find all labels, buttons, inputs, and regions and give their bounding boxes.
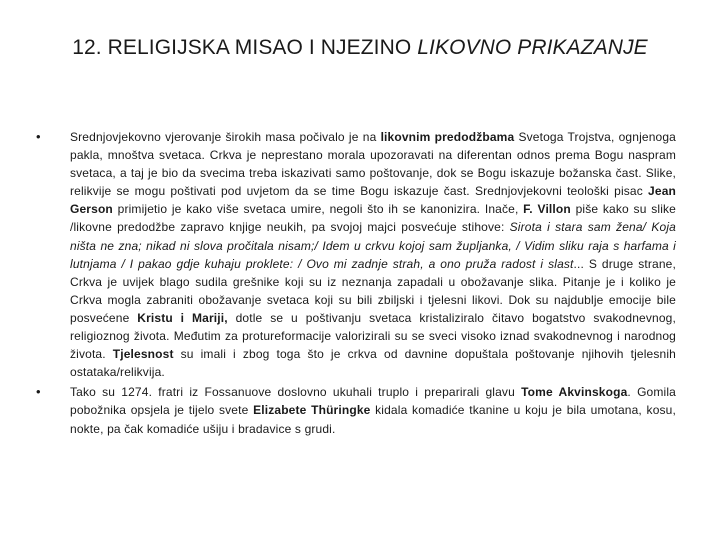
text-run: piše kako su slike /likovne predodžbe zapravo knjige neukih, pa svojoj majci posvećuje stihove: [70, 202, 677, 235]
title-italic-text: LIKOVNO PRIKAZANJE [417, 36, 648, 59]
bold-term: likovnim predodžbama [380, 130, 515, 144]
text-run: su imali i zbog toga što je crkva od davnine dopuštala poštovanje njihovih tjelesnih ostataka/relikvija. [70, 347, 676, 380]
slide-title [20, 36, 700, 60]
bullet-item [30, 128, 676, 381]
text-run: Tako su 1274. fratri iz Fossanuove doslovno ukuhali truplo i preparirali glavu [70, 385, 522, 400]
bullet-text [70, 128, 676, 381]
bold-term: F. Villon [523, 202, 571, 217]
text-run: . Gomila pobožnika opsjela je tijelo svete [70, 385, 676, 418]
text-run: dotle se u poštivanju svetaca kristaliziralo čitavo bogatstvo svakodnevnog, religioznog života. Međutim za protureformacije valorizirali su se sveci visoko iznad svakodnevnog i narodnog života. [70, 310, 676, 362]
text-run: Srednjovjekovno vjerovanje širokih masa počivalo je na [70, 130, 381, 144]
bullet-text [70, 383, 676, 437]
bullet-dot: • [36, 129, 41, 144]
text-run: ... S druge strane, Crkva je uvijek blago sudila grešnike koji su iz neznanja zapadali u obožavanje slika. Pitanje je i koliko je Crkva mogla zabraniti obožavanje svetaca koji su bili zbiljski i tjelesni likovi. Dok su najdublje emocije bile posvećene [70, 256, 676, 325]
text-run: primijetio je kako više svetaca umire, negoli što ih se kanonizira. Inače, [112, 202, 524, 217]
bold-term: Tome Akvinskoga [521, 385, 628, 400]
title-text: 12. RELIGIJSKA MISAO I NJEZINO [72, 36, 418, 59]
bold-term: Tjelesnost [112, 347, 174, 362]
bold-term: Jean Gerson [70, 184, 676, 217]
bullet-item [30, 383, 676, 437]
bullet-list [30, 128, 676, 440]
italic-quote: Sirota i stara sam žena/ Koja ništa ne zna; nikad ni slova pročitala nisam;/ Idem u crkvu kojoj sam župljanka, / Vidim sliku raja s harfama i lutnjama / I pakao gdje kuhaju proklete: / Ovo mi zadnje strah, a ono pruža radost i slast [70, 220, 676, 271]
text-run: kidala komadiće tkanine u koju je bila umotana, kosu, nokte, pa čak komadiće ušiju i bradavice s grudi. [70, 403, 676, 436]
bold-term: Elizabete Thüringke [253, 403, 371, 418]
bold-term: Kristu i Mariji, [137, 310, 228, 325]
text-run: Svetoga Trojstva, ognjenoga pakla, mnoštva svetaca. Crkva je neprestano morala upozoravati na diferentan odnos prema Bogu naspram svetaca, a taj je bio da svecima treba iskazivati samo poštovanje, dok se Bogu iskazuje božanska čast. Slike, relikvije se mogu poštivati pod uvjetom da se time Bogu iskazuje čast. Srednjovjekovni teološki pisac [70, 130, 677, 199]
bullet-dot: • [36, 384, 41, 400]
